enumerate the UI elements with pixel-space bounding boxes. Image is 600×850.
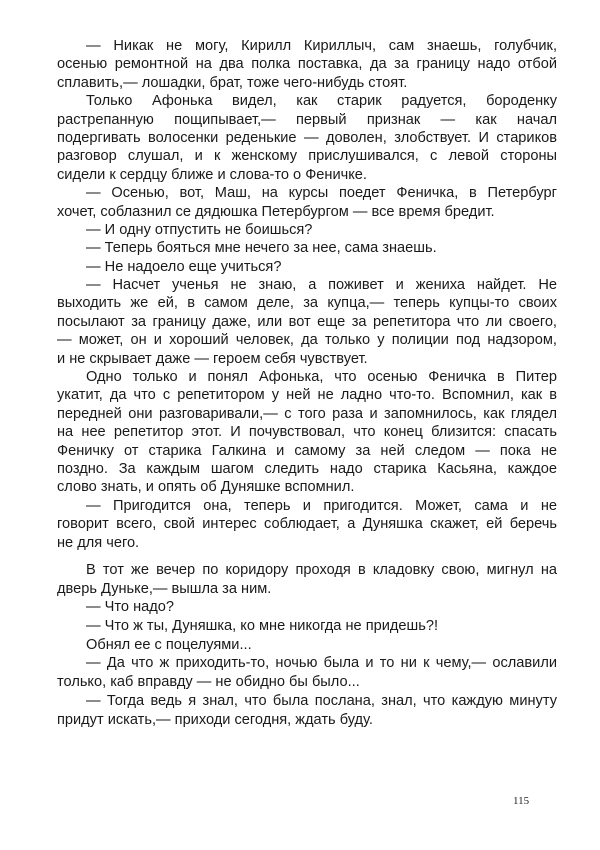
text-line: растрепанную пощипывает,— первый признак — как начал xyxy=(57,111,557,128)
paragraph xyxy=(57,276,557,368)
text-line: посылают за границу даже, или вот еще за репетитора что ли своего, xyxy=(57,313,557,330)
paragraph xyxy=(57,184,557,221)
text-line: Феничку от старика Галкина и самому за ней следом — пока не xyxy=(57,442,557,459)
paragraph xyxy=(57,654,557,691)
paragraph xyxy=(57,617,557,636)
text-line: — Не надоело еще учиться? xyxy=(86,258,282,275)
paragraph xyxy=(57,221,557,239)
text-line: не для чего. xyxy=(57,534,140,551)
text-line: — может, он и хороший человек, да только у полиции под надзором, xyxy=(57,332,557,349)
text-line: сплавить,— лошадки, брат, тоже чего-нибудь стоят. xyxy=(57,74,408,91)
text-line: — Теперь бояться мне нечего за нее, сама знаешь. xyxy=(86,240,437,257)
text-line: сидели к сердцу ближе и слова-то о Феничке. xyxy=(57,166,367,183)
paragraph xyxy=(57,92,557,184)
paragraph xyxy=(57,37,557,92)
paragraph xyxy=(57,692,557,729)
text-line: передней они разговаривали,— с того раза и запомнилось, как глядел xyxy=(57,405,557,422)
text-line: — Что надо? xyxy=(86,599,174,616)
text-line: говорит всего, свой интерес соблюдает, а Дуняшка скажет, ей беречь xyxy=(57,516,557,533)
text-line: — Никак не могу, Кирилл Кириллыч, сам знаешь, голубчик, xyxy=(86,38,557,54)
text-line: — Да что ж приходить-то, ночью была и то ни к чему,— ославили xyxy=(86,655,557,672)
text-line: — Тогда ведь я знал, что была послана, знал, что каждую минуту xyxy=(86,692,557,709)
text-line: на нее репетитор этот. И почувствовал, что конец близится: спасать xyxy=(57,424,557,441)
text-line: хочет, соблазнил се дядюшка Петербургом — все время бредит. xyxy=(57,203,495,220)
text-line: разговор слушал, и к женскому прислушивался, с левой стороны xyxy=(57,148,557,165)
text-line: укатит, да что с репетитором у ней не ладно что-то. Вспомнил, как в xyxy=(57,387,557,404)
text-line: слово знать, и опять об Дуняшке вспомнил. xyxy=(57,479,355,496)
text-line: осенью ремонтной на два полка поставка, да за границу надо отбой xyxy=(57,56,557,73)
text-line: только, каб вправду — не обидно бы было... xyxy=(57,674,360,691)
paragraph xyxy=(57,258,557,276)
text-line: В тот же вечер по коридору проходя в кладовку свою, мигнул на xyxy=(86,562,557,578)
text-line: поздно. За каждым шагом следить надо старика Касьяна, каждое xyxy=(57,460,557,477)
paragraph xyxy=(57,598,557,617)
text-line: — Насчет ученья не знаю, а поживет и жениха найдет. Не xyxy=(86,277,557,294)
text-line: придут искать,— приходи сегодня, ждать буду. xyxy=(57,711,373,728)
text-line: Обнял ее с поцелуями... xyxy=(86,636,252,653)
text-section-2 xyxy=(57,561,557,729)
paragraph xyxy=(57,368,557,497)
text-line: выходить же ей, в самом деле, за купца,— теперь купцы-то своих xyxy=(57,295,557,312)
text-line: — Что ж ты, Дуняшка, ко мне никогда не придешь?! xyxy=(86,618,438,635)
text-line: и не скрывает даже — героем себя чувствует. xyxy=(57,350,368,367)
text-section-1 xyxy=(57,37,557,552)
text-line: — Осенью, вот, Маш, на курсы поедет Феничка, в Петербург xyxy=(86,185,557,202)
text-line: Только Афонька видел, как старик радуется, бороденку xyxy=(86,93,557,110)
text-line: дверь Дуньке,— вышла за ним. xyxy=(57,580,272,597)
paragraph xyxy=(57,636,557,655)
paragraph xyxy=(57,561,557,598)
paragraph xyxy=(57,239,557,257)
paragraph xyxy=(57,497,557,552)
text-line: подергивать волосенки реденькие — доволен, злобствует. И стариков xyxy=(57,129,557,146)
text-line: — Пригодится она, теперь и пригодится. Может, сама и не xyxy=(86,497,557,514)
text-line: — И одну отпустить не боишься? xyxy=(86,221,313,238)
page-number: 115 xyxy=(513,795,530,807)
text-line: Одно только и понял Афонька, что осенью Феничка в Питер xyxy=(86,369,557,386)
